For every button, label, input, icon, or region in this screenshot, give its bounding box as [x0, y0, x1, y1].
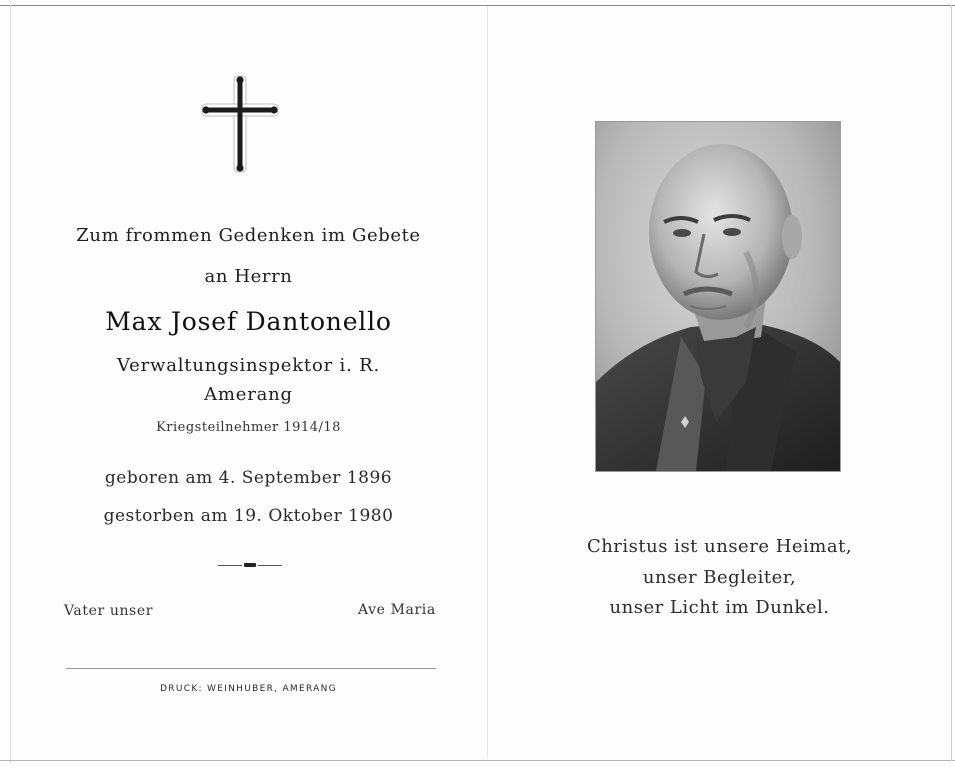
prayer-our-father: Vater unser: [64, 603, 154, 619]
bottom-edge: [0, 760, 955, 761]
addressee-line: an Herrn: [204, 266, 293, 287]
verse-line-1: Christus ist unsere Heimat,: [586, 536, 853, 557]
hometown: Amerang: [204, 384, 293, 405]
prayer-hail-mary: Ave Maria: [358, 602, 436, 618]
job-title: Verwaltungsinspektor i. R.: [116, 355, 381, 376]
right-panel: [488, 6, 951, 758]
right-edge: [951, 5, 952, 761]
veteran-note: Kriegsteilnehmer 1914/18: [156, 420, 341, 435]
printer-rule: [66, 668, 436, 669]
birth-date-line: geboren am 4. September 1896: [104, 468, 393, 488]
intro-line: Zum frommen Gedenken im Gebete: [76, 225, 421, 246]
cross-icon: [200, 72, 280, 176]
printer-credit: DRUCK: WEINHUBER, AMERANG: [160, 684, 337, 694]
deceased-name: Max Josef Dantonello: [105, 307, 392, 336]
portrait-photo: [596, 122, 840, 471]
verse-line-3: unser Licht im Dunkel.: [609, 597, 830, 618]
verse-line-2: unser Begleiter,: [642, 567, 797, 588]
death-date-line: gestorben am 19. Oktober 1980: [103, 506, 394, 526]
divider-ornament: [218, 562, 282, 570]
left-panel: [10, 6, 487, 758]
